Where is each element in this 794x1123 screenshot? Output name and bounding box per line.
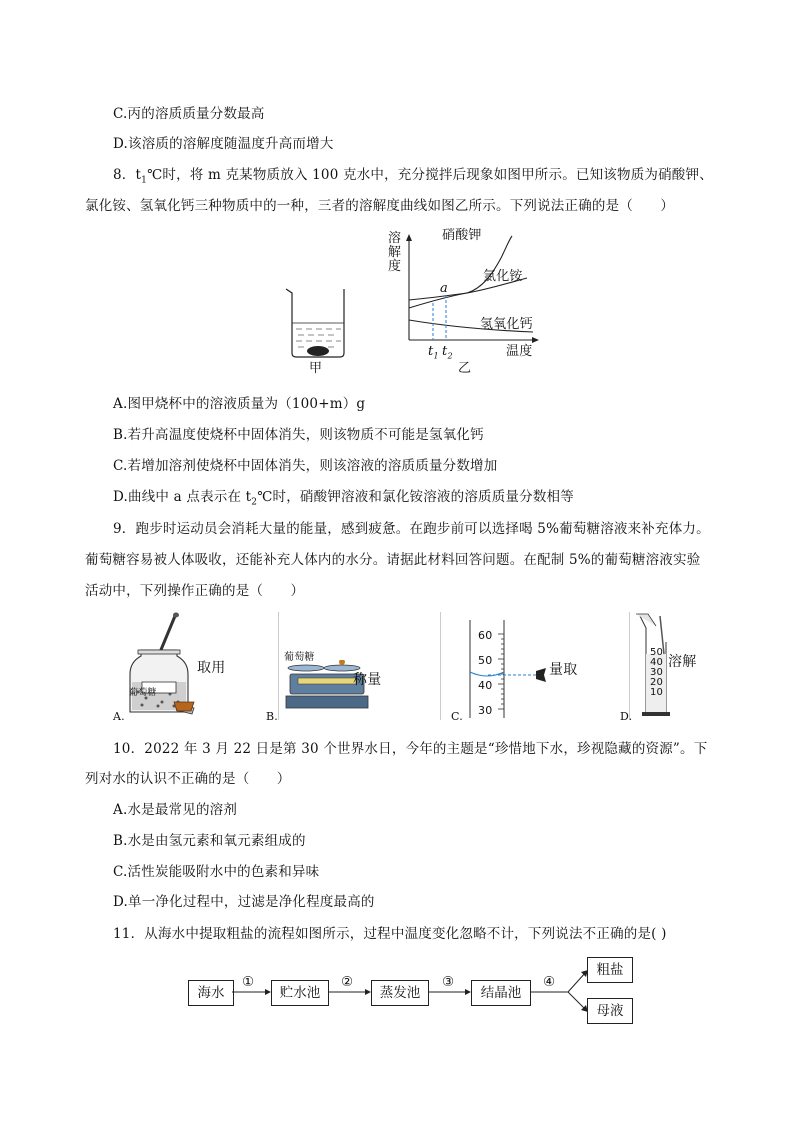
q9-d-ticks (650, 648, 666, 698)
q10-stem-line2: 列对水的认识不正确的是（ ） (85, 771, 291, 787)
flow-step-4: ④ (543, 974, 556, 990)
q9-d-tick-50: 50 (650, 647, 664, 658)
flow-box-mother-liquor: 母液 (587, 998, 633, 1024)
q10-stem-line1: 10．2022 年 3 月 22 日是第 30 个世界水日，今年的主题是“珍惜地下水，珍视隐藏的资源”。下 (113, 741, 708, 757)
q10-option-c: C.活性炭能吸附水中的色素和异味 (113, 864, 320, 880)
q11-stem: 11．从海水中提取粗盐的流程如图所示，过程中温度变化忽略不计，下列说法不正确的是( ) (113, 926, 667, 942)
q9-d-tick-20: 20 (650, 677, 664, 688)
q9-b-letter: B. (266, 710, 278, 723)
flow-box-seawater: 海水 (188, 980, 234, 1006)
q9-divider-ab (278, 612, 279, 720)
q9-c-tick-60: 60 (478, 629, 493, 642)
solid-residue (307, 346, 329, 356)
flow-step-2: ② (341, 974, 354, 990)
q8-option-b: B.若升高温度使烧杯中固体消失，则该物质不可能是氢氧化钙 (113, 427, 484, 443)
q9-stem-line3: 活动中，下列操作正确的是（ ） (85, 583, 305, 599)
q9-d-letter: D. (620, 710, 633, 723)
q9-d-action: 溶解 (668, 654, 697, 670)
flow-box-reservoir: 贮水池 (271, 980, 329, 1006)
flow-step-3: ③ (442, 974, 455, 990)
flow-box-evaporation-pond: 蒸发池 (371, 980, 429, 1006)
q9-d-tick-40: 40 (650, 657, 664, 668)
q8-solubility-graph (385, 228, 555, 358)
q10-option-a: A.水是最常见的溶剂 (113, 802, 238, 818)
q9-a-letter: A. (113, 710, 125, 723)
q9-c-tick-30: 30 (478, 704, 493, 717)
q10-option-b: B.水是由氢元素和氧元素组成的 (113, 833, 306, 849)
q9-c-tick-40: 40 (478, 679, 493, 692)
fig-label-jia: 甲 (309, 361, 323, 376)
q9-d-tick-10: 10 (650, 687, 664, 698)
graph-label-caoh2: 氢氧化钙 (480, 317, 533, 332)
graph-xlabel: 温度 (506, 344, 533, 359)
q9-b-action: 称量 (353, 672, 382, 688)
graph-tick-t1: $t_1$ (428, 344, 439, 361)
fig-label-yi: 乙 (458, 361, 472, 376)
q8-stem-line2: 氯化铵、氢氧化钙三种物质中的一种，三者的溶解度曲线如图乙所示。下列说法正确的是（ ） (85, 198, 675, 214)
q9-c-action: 量取 (549, 662, 578, 678)
q9-a-action: 取用 (197, 660, 226, 676)
graph-tick-t2: $t_2$ (442, 344, 453, 361)
q9-divider-cd (629, 612, 630, 720)
graph-label-nh4cl: 氯化铵 (483, 269, 523, 284)
graph-point-a: a (440, 281, 448, 296)
q9-stem-line1: 9．跑步时运动员会消耗大量的能量，感到疲惫。在跑步前可以选择喝 5%葡萄糖溶液来补充体力。 (113, 521, 710, 537)
q9-a-jar-label: 葡萄糖 (129, 688, 157, 698)
q9-c-tick-50: 50 (478, 654, 493, 667)
q10-option-d: D.单一净化过程中，过滤是净化程度最高的 (113, 894, 375, 910)
q8-option-d: D.曲线中 a 点表示在 $t_2℃$时，硝酸钾溶液和氯化铵溶液的溶质质量分数相等 (113, 489, 574, 508)
flow-box-crude-salt: 粗盐 (587, 957, 633, 983)
flow-step-1: ① (242, 974, 255, 990)
q9-a-dish (172, 700, 196, 714)
prev-option-c: C.丙的溶质质量分数最高 (113, 106, 265, 122)
prev-option-d: D.该溶质的溶解度随温度升高而增大 (113, 136, 334, 152)
q9-b-sugar-label: 葡萄糖 (284, 652, 315, 663)
flow-box-crystallization-pond: 结晶池 (471, 980, 531, 1006)
q9-d-tick-30: 30 (650, 667, 664, 678)
q8-option-c: C.若增加溶剂使烧杯中固体消失，则该溶液的溶质质量分数增加 (113, 458, 498, 474)
q8-option-a: A.图甲烧杯中的溶液质量为（100+m）g (113, 396, 366, 412)
graph-ylabel: 溶解度 (388, 231, 402, 274)
q8-stem-line1: 8．$t_1℃$时，将 m 克某物质放入 100 克水中，充分搅拌后现象如图甲所示。已知该物质为硝酸钾、 (113, 167, 713, 186)
graph-label-kno3: 硝酸钾 (442, 228, 482, 243)
q9-divider-bc (440, 612, 441, 720)
q9-stem-line2: 葡萄糖容易被人体吸收，还能补充人体内的水分。请据此材料回答问题。在配制 5%的葡萄糖溶液实验 (85, 552, 701, 568)
q9-c-letter: C. (451, 710, 463, 723)
